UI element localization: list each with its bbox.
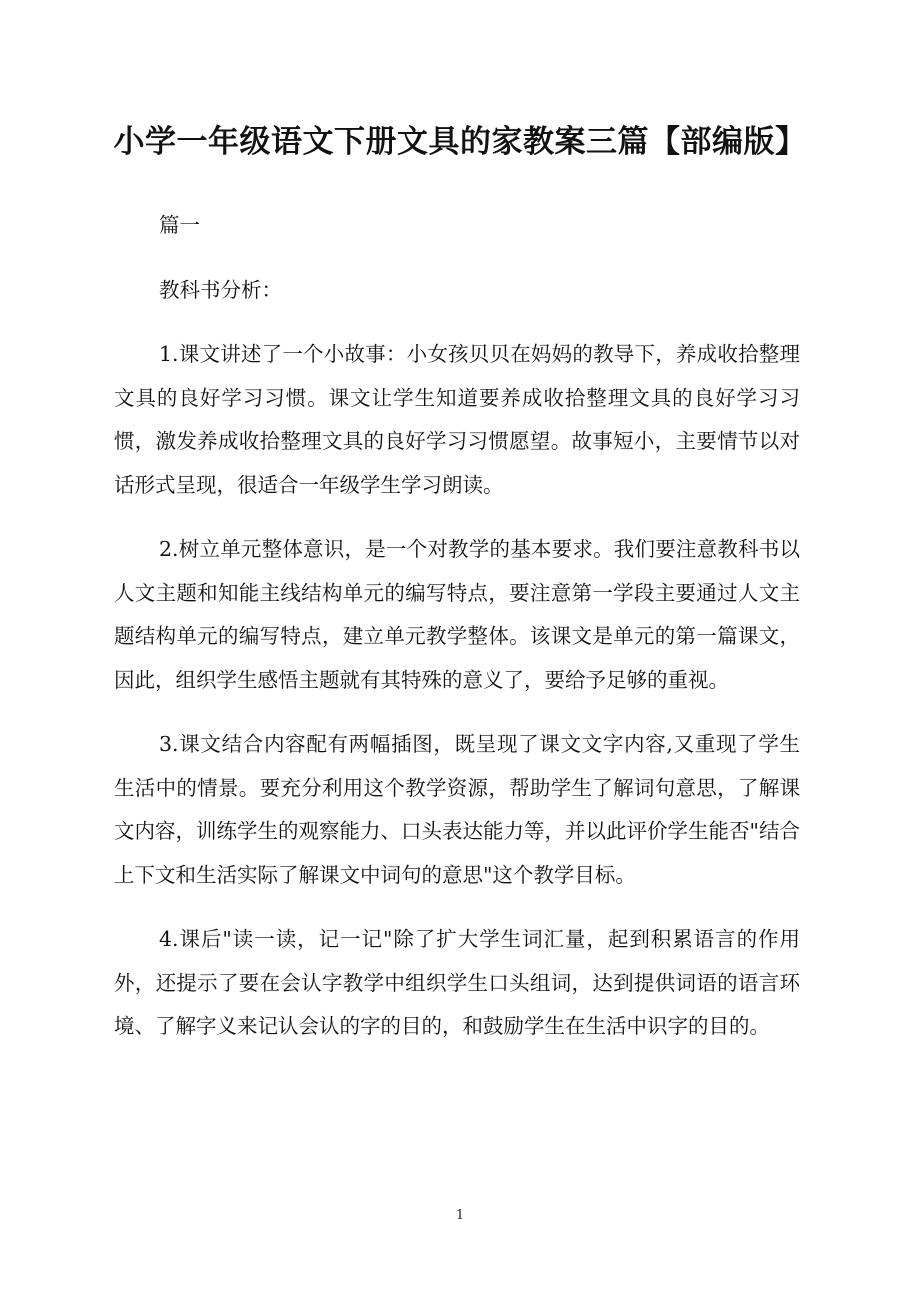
document-body <box>114 204 800 1070</box>
page-number: 1 <box>455 1208 465 1223</box>
paragraph-4: 4.课后"读一读，记一记"除了扩大学生词汇量，起到积累语言的作用外，还提示了要在会认字教学中组织学生口头组词，达到提供词语的语言环境、了解字义来记认会认的字的目的，和鼓励学生在生活中识字的目的。 <box>114 927 800 1038</box>
section-label: 篇一 <box>159 213 200 237</box>
document-title: 小学一年级语文下册文具的家教案三篇【部编版】 <box>113 124 807 160</box>
subheading: 教科书分析： <box>159 277 282 302</box>
paragraph-2: 2.树立单元整体意识，是一个对教学的基本要求。我们要注意教科书以人文主题和知能主线结构单元的编写特点，要注意第一学段主要通过人文主题结构单元的编写特点，建立单元教学整体。该课文是单元的第一篇课文，因此，组织学生感悟主题就有其特殊的意义了，要给予足够的重视。 <box>114 537 800 692</box>
paragraph-3: 3.课文结合内容配有两幅插图，既呈现了课文文字内容,又重现了学生生活中的情景。要充分利用这个教学资源，帮助学生了解词句意思，了解课文内容，训练学生的观察能力、口头表达能力等，并以此评价学生能否"结合上下文和生活实际了解课文中词句的意思"这个教学目标。 <box>114 732 800 887</box>
paragraph-1: 1.课文讲述了一个小故事：小女孩贝贝在妈妈的教导下，养成收拾整理文具的良好学习习惯。课文让学生知道要养成收拾整理文具的良好学习习惯，激发养成收拾整理文具的良好学习习惯愿望。故事短小，主要情节以对话形式呈现，很适合一年级学生学习朗读。 <box>114 342 800 497</box>
